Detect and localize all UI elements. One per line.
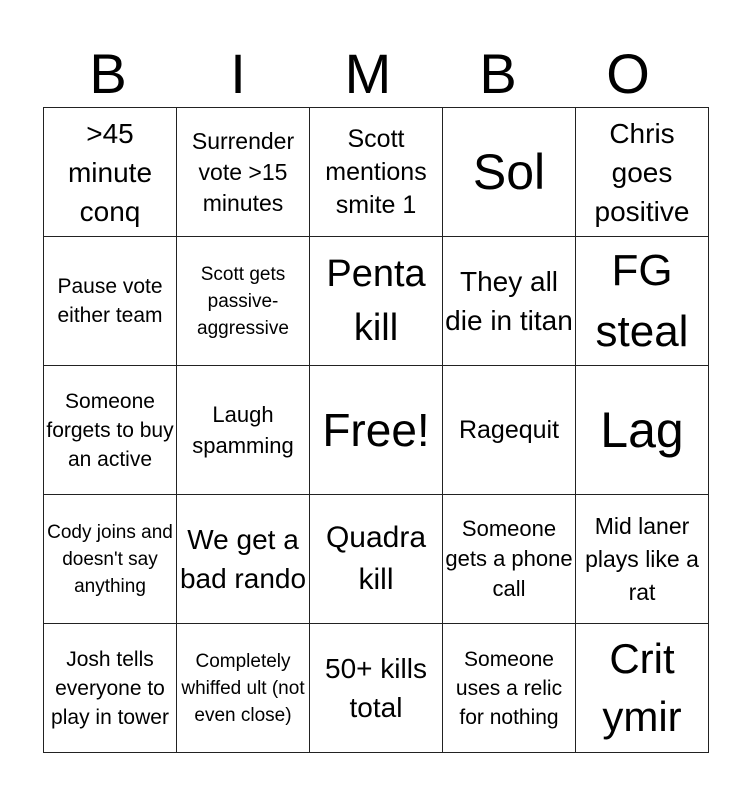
bingo-card [43, 107, 709, 753]
bingo-cell: Penta kill [310, 237, 443, 366]
bingo-cell: >45 minute conq [44, 108, 177, 237]
bingo-cell: Someone gets a phone call [443, 495, 576, 624]
bingo-cell: FG steal [576, 237, 709, 366]
bingo-cell: Mid laner plays like a rat [576, 495, 709, 624]
bingo-cell: Someone forgets to buy an active [44, 366, 177, 495]
bingo-cell: We get a bad rando [177, 495, 310, 624]
bingo-cell: Scott mentions smite 1 [310, 108, 443, 237]
bingo-cell: Pause vote either team [44, 237, 177, 366]
bingo-cell: Ragequit [443, 366, 576, 495]
bingo-cell: Scott gets passive-aggressive [177, 237, 310, 366]
bingo-row [44, 108, 709, 237]
header-letter-o: O [606, 42, 650, 105]
bingo-cell: Chris goes positive [576, 108, 709, 237]
bingo-cell: Surrender vote >15 minutes [177, 108, 310, 237]
bingo-cell: Completely whiffed ult (not even close) [177, 624, 310, 753]
bingo-cell: Quadra kill [310, 495, 443, 624]
bingo-cell: Sol [443, 108, 576, 237]
header-letter-b2: B [479, 42, 517, 105]
bingo-cell: They all die in titan [443, 237, 576, 366]
bingo-cell: Free! [310, 366, 443, 495]
header-letter-i: I [230, 42, 246, 105]
bingo-row [44, 495, 709, 624]
bingo-cell: Someone uses a relic for nothing [443, 624, 576, 753]
header-letter-m: M [344, 42, 392, 105]
bingo-header [43, 40, 693, 108]
bingo-cell: 50+ kills total [310, 624, 443, 753]
bingo-row [44, 237, 709, 366]
bingo-row [44, 624, 709, 753]
bingo-cell: Cody joins and doesn't say anything [44, 495, 177, 624]
header-letter-b: B [89, 42, 127, 105]
bingo-cell: Crit ymir [576, 624, 709, 753]
bingo-row [44, 366, 709, 495]
bingo-cell: Laugh spamming [177, 366, 310, 495]
bingo-cell: Lag [576, 366, 709, 495]
bingo-cell: Josh tells everyone to play in tower [44, 624, 177, 753]
